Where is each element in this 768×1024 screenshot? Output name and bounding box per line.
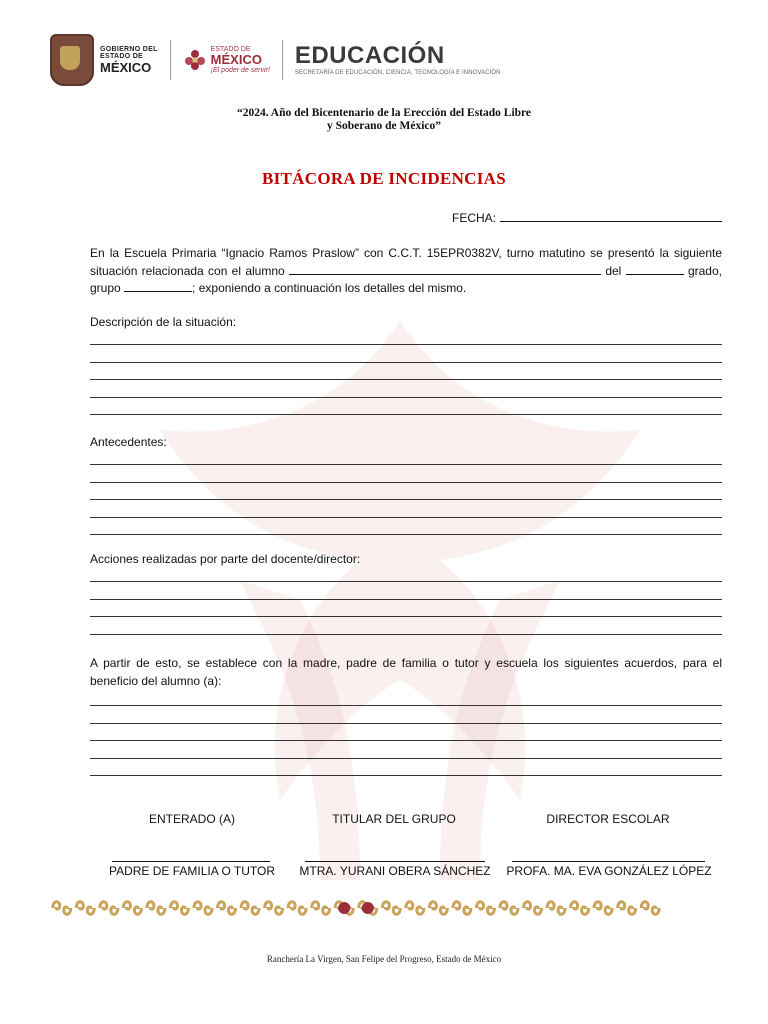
intro-part3: grado, grupo [90, 263, 722, 295]
edomex-logo [183, 46, 270, 74]
gobierno-line1: GOBIERNO DEL [100, 46, 158, 53]
enterado-heading: ENTERADO (A) [148, 812, 235, 826]
writing-line [90, 397, 722, 398]
titular-heading: TITULAR DEL GRUPO [332, 812, 456, 826]
antecedentes-lines[interactable] [90, 464, 722, 552]
band-motif [406, 902, 424, 915]
writing-line [90, 344, 722, 345]
gobierno-line2: ESTADO DE [100, 53, 144, 60]
fecha-field [452, 209, 722, 225]
band-motif [288, 902, 306, 915]
writing-line [90, 414, 722, 415]
descripcion-label: Descripción de la situación: [90, 315, 237, 329]
writing-line [90, 705, 722, 706]
grado-blank[interactable] [626, 263, 684, 275]
band-motif [218, 902, 236, 915]
band-motif [335, 902, 353, 915]
year-motto [0, 107, 768, 133]
band-motif [618, 902, 636, 915]
band-motif [147, 902, 165, 915]
writing-line [90, 464, 722, 465]
band-motif [382, 902, 400, 915]
educacion-subtitle: SECRETARÍA DE EDUCACIÓN, CIENCIA, TECNOLOGÍA E INNOVACIÓN [294, 70, 501, 76]
writing-line [90, 499, 722, 500]
acciones-lines[interactable] [90, 581, 722, 651]
band-motif [100, 902, 118, 915]
band-motif [359, 902, 377, 915]
writing-line [90, 599, 722, 600]
intro-paragraph [90, 245, 722, 298]
signature-line-director[interactable] [512, 861, 705, 862]
header-divider [170, 40, 171, 80]
band-motif [170, 902, 188, 915]
document-title: BITÁCORA DE INCIDENCIAS [261, 169, 506, 188]
acuerdos-lines[interactable] [90, 705, 722, 793]
writing-line [90, 775, 722, 776]
band-motif [76, 902, 94, 915]
band-motif [265, 902, 283, 915]
edomex-slogan: ¡El poder de servir! [210, 66, 270, 74]
writing-line [90, 616, 722, 617]
edomex-big: MÉXICO [210, 52, 262, 68]
signature-line-titular[interactable] [305, 861, 485, 862]
header-divider-2 [282, 40, 283, 80]
band-motif [123, 902, 141, 915]
band-motif [547, 902, 565, 915]
writing-line [90, 517, 722, 518]
writing-line [90, 634, 722, 635]
writing-line [90, 362, 722, 363]
intro-part2: del [605, 263, 622, 278]
educacion-logo [295, 44, 501, 76]
coat-of-arms-icon [50, 34, 94, 86]
tutor-name: PADRE DE FAMILIA O TUTOR [108, 864, 276, 878]
signature-line-tutor[interactable] [112, 861, 270, 862]
edomex-flower-icon [183, 48, 207, 72]
writing-line [90, 482, 722, 483]
acuerdos-paragraph: A partir de esto, se establece con la madre, padre de familia o tutor y escuela los siguientes acuerdos, para el beneficio del alumno (a): [90, 656, 722, 688]
band-motif [500, 902, 518, 915]
band-motif [594, 902, 612, 915]
band-motif [194, 902, 212, 915]
edomex-small: ESTADO DE [210, 45, 251, 53]
writing-line [90, 534, 722, 535]
band-motif [53, 902, 71, 915]
alumno-blank[interactable] [289, 263, 601, 275]
motto-line1: “2024. Año del Bicentenario de la Erección del Estado Libre [236, 107, 532, 119]
fecha-label: FECHA: [451, 211, 496, 225]
antecedentes-label: Antecedentes: [90, 435, 167, 449]
gobierno-logo-text [100, 46, 158, 74]
band-motif [429, 902, 447, 915]
band-motif [312, 902, 330, 915]
motto-line2: y Soberano de México” [326, 120, 442, 132]
band-motif [524, 902, 542, 915]
letterhead [50, 34, 501, 86]
footer-address: Ranchería La Virgen, San Felipe del Progreso, Estado de México [266, 954, 502, 964]
writing-line [90, 723, 722, 724]
writing-line [90, 379, 722, 380]
director-name: PROFA. MA. EVA GONZÁLEZ LÓPEZ [506, 864, 712, 878]
intro-part1: En la Escuela Primaria “Ignacio Ramos Praslow” con C.C.T. 15EPR0382V, turno matutino se presentó la siguiente situación relacionada con el alumno [90, 246, 722, 278]
band-motif [641, 902, 659, 915]
decorative-border-band [50, 896, 662, 920]
writing-line [90, 581, 722, 582]
gobierno-line3: MÉXICO [100, 60, 152, 75]
fecha-blank[interactable] [500, 209, 722, 222]
writing-line [90, 740, 722, 741]
grupo-blank[interactable] [124, 280, 192, 292]
band-motif [453, 902, 471, 915]
acciones-label: Acciones realizadas por parte del docente/director: [90, 552, 361, 566]
descripcion-lines[interactable] [90, 344, 722, 432]
intro-part4: ; exponiendo a continuación los detalles del mismo. [192, 281, 467, 295]
educacion-title: EDUCACIÓN [294, 42, 445, 69]
band-motif [241, 902, 259, 915]
director-heading: DIRECTOR ESCOLAR [546, 812, 670, 826]
writing-line [90, 758, 722, 759]
titular-name: MTRA. YURANI OBERA SÁNCHEZ [299, 864, 491, 878]
band-motif [476, 902, 494, 915]
band-motif [571, 902, 589, 915]
